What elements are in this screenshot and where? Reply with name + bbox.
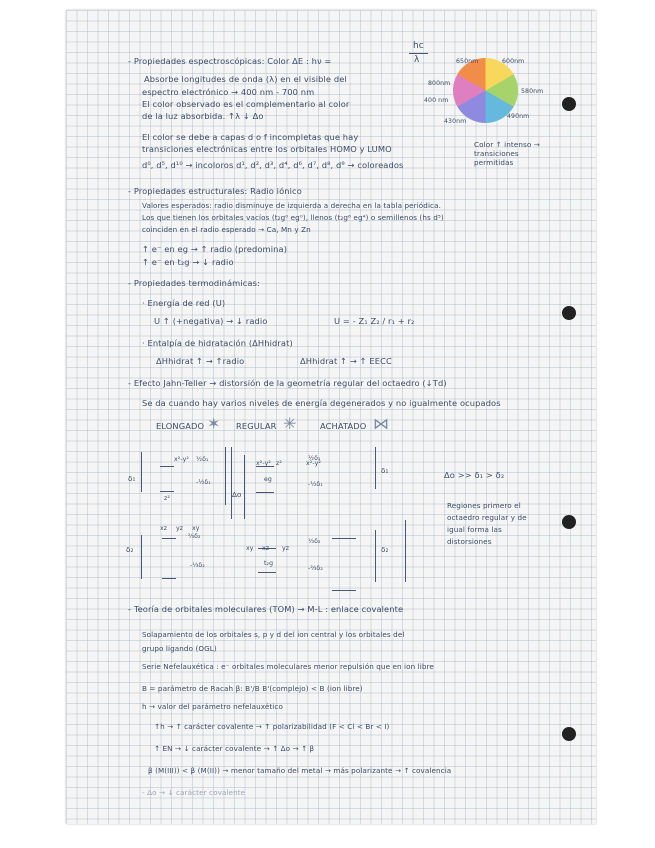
diagram-level xyxy=(141,535,142,579)
diagram-label: x²-y² xyxy=(306,460,321,467)
diagram-level xyxy=(375,447,376,489)
octahedron-compressed-icon: ⋈ xyxy=(373,414,389,433)
wheel-label: 800nm xyxy=(428,80,451,87)
note-line: ΔHhidrat ↑ → ↑ EECC xyxy=(300,356,392,366)
binder-hole xyxy=(562,727,576,741)
diagram-level xyxy=(258,572,276,573)
note-line: grupo ligando (OGL) xyxy=(142,644,217,653)
diagram-level xyxy=(225,447,226,505)
note-line: h → valor del parámetro nefelauxético xyxy=(142,702,283,711)
label-achatado: ACHATADO xyxy=(320,421,367,431)
diagram-level xyxy=(332,538,356,539)
note-line: ↑ e⁻ en eg → ↑ radio (predomina) xyxy=(142,244,288,254)
diagram-level xyxy=(162,578,176,579)
binder-hole xyxy=(562,515,576,529)
fraction-lambda: λ xyxy=(414,55,420,65)
octahedron-regular-icon: ✳ xyxy=(283,414,297,433)
note-line: B = parámetro de Racah β: B'/B B'(complejo) < B (ion libre) xyxy=(142,684,363,693)
note-line: Solapamiento de los orbitales s, p y d del ion central y los orbitales del xyxy=(142,630,405,639)
diagram-level xyxy=(375,530,376,582)
note-line: Absorbe longitudes de onda (λ) en el visible del xyxy=(144,74,347,84)
note-line: ↑ e⁻ en t₂g → ↓ radio xyxy=(142,257,234,267)
diagram-level xyxy=(256,492,274,493)
binder-hole xyxy=(562,306,576,320)
diagram-level xyxy=(405,520,406,582)
diagram-label: δ₂ xyxy=(381,545,389,554)
diagram-label: eg xyxy=(264,476,272,483)
diagram-level xyxy=(162,538,176,539)
note-line: ↑ EN → ↓ carácter covalente → ↑ Δo → ↑ β xyxy=(154,744,315,753)
diagram-level xyxy=(160,466,174,467)
diagram-label: ⅓δ₂ xyxy=(308,538,321,545)
diagram-label: xy xyxy=(192,525,200,532)
diagram-label: δ₁ xyxy=(381,466,389,475)
note-line: espectro electrónico → 400 nm - 700 nm xyxy=(142,87,315,97)
note-line: El color se debe a capas d o f incompletas que hay xyxy=(142,132,359,142)
heading-tom: - Teoría de orbitales moleculares (TOM) → M-L : enlace covalente xyxy=(128,604,404,614)
label-elongado: ELONGADO xyxy=(156,421,205,431)
note-line: ΔHhidrat ↑ → ↑radio xyxy=(156,356,245,366)
diagram-label: -⅓δ₂ xyxy=(190,562,205,569)
note-inequality: Δo >> δ₁ > δ₂ xyxy=(444,470,505,480)
diagram-label: ½δ₁ xyxy=(308,455,321,462)
fraction-bar xyxy=(409,53,428,54)
diagram-label: x²-y² xyxy=(174,456,189,463)
diagram-label: xz xyxy=(262,545,270,552)
wheel-label: 580nm xyxy=(521,88,544,95)
diagram-label: Δo xyxy=(232,490,242,499)
note-line: Serie Nefelauxética : e⁻ orbitales moleculares menor repulsión que en ion libre xyxy=(142,662,434,671)
octahedron-elongated-icon: ✶ xyxy=(207,414,221,433)
heading-structural: - Propiedades estructurales: Radio iónico xyxy=(128,186,302,196)
diagram-label: yz xyxy=(176,525,184,532)
diagram-level xyxy=(332,590,356,591)
diagram-level xyxy=(141,452,142,492)
note-line: coinciden en el radio esperado → Ca, Mn y Zn xyxy=(142,225,311,234)
wheel-label: 400 nm xyxy=(424,97,449,104)
diagram-label: ½δ₁ xyxy=(196,456,209,463)
note-line: · Energía de red (U) xyxy=(142,298,226,308)
fraction-hc: hc xyxy=(413,41,424,51)
note-line: U ↑ (+negativa) → ↓ radio xyxy=(154,316,268,326)
diagram-label: z² xyxy=(164,495,170,502)
note-line: ↑h → ↑ carácter covalente → ↑ polarizabilidad (F < Cl < Br < I) xyxy=(154,722,390,731)
note-line: Los que tienen los orbitales vacíos (t₂g⁰ eg⁰), llenos (t₂g⁶ eg⁴) o semillenos (hs d⁵) xyxy=(142,213,444,222)
equation-lattice: U = - Z₁ Z₂ / r₁ + r₂ xyxy=(334,316,415,326)
note-line: Se da cuando hay varios niveles de energía degenerados y no igualmente ocupados xyxy=(142,398,501,408)
diagram-level xyxy=(160,491,174,492)
wheel-label: 600nm xyxy=(502,58,525,65)
diagram-level xyxy=(231,447,232,519)
diagram-label: t₂g xyxy=(264,560,274,567)
diagram-label: xy xyxy=(246,545,254,552)
diagram-label: xz xyxy=(160,525,168,532)
wheel-label: 490nm xyxy=(507,113,530,120)
heading-jahn-teller: - Efecto Jahn-Teller → distorsión de la geometría regular del octaedro (↓Td) xyxy=(128,378,447,388)
note-line-faded: - Δo → ↓ carácter covalente xyxy=(142,788,246,797)
diagram-label: δ₁ xyxy=(128,474,136,483)
heading-spectroscopic: - Propiedades espectroscópicas: Color ΔE : hν = xyxy=(128,56,332,66)
note-line: transiciones electrónicas entre los orbitales HOMO y LUMO xyxy=(142,144,392,154)
heading-thermodynamic: - Propiedades termodinámicas: xyxy=(128,278,260,288)
diagram-label: x²-y² xyxy=(256,460,271,467)
note-line: d⁰, d⁵, d¹⁰ → incoloros d¹, d², d³, d⁴, d⁶, d⁷, d⁸, d⁹ → coloreados xyxy=(142,160,404,170)
note-side: Color ↑ intenso → transiciones permitidas xyxy=(474,140,540,167)
diagram-label: z² xyxy=(276,460,282,467)
diagram-label: -½δ₁ xyxy=(308,481,323,488)
note-line: El color observado es el complementario al color xyxy=(142,99,350,109)
note-line: Valores esperados: radio disminuye de izquierda a derecha en la tabla periódica. xyxy=(142,201,441,210)
label-regular: REGULAR xyxy=(236,421,277,431)
diagram-level xyxy=(244,455,245,519)
wheel-label: 430nm xyxy=(444,118,467,125)
diagram-label: -⅔δ₂ xyxy=(308,565,323,572)
note-regiones: Regiones primero el octaedro regular y de igual forma las distorsiones xyxy=(447,501,527,546)
diagram-label: δ₂ xyxy=(126,545,134,554)
note-line: · Entalpía de hidratación (ΔHhidrat) xyxy=(142,338,293,348)
note-line: β (M(III)) < β (M(II)) → menor tamaño del metal → más polarizante → ↑ covalencia xyxy=(148,766,452,775)
binder-hole xyxy=(562,97,576,111)
wheel-label: 650nm xyxy=(456,58,479,65)
diagram-label: ⅔δ₂ xyxy=(188,533,201,540)
note-line: de la luz absorbida. ↑λ ↓ Δo xyxy=(142,111,264,121)
diagram-label: -½δ₁ xyxy=(196,479,211,486)
diagram-label: yz xyxy=(282,545,290,552)
